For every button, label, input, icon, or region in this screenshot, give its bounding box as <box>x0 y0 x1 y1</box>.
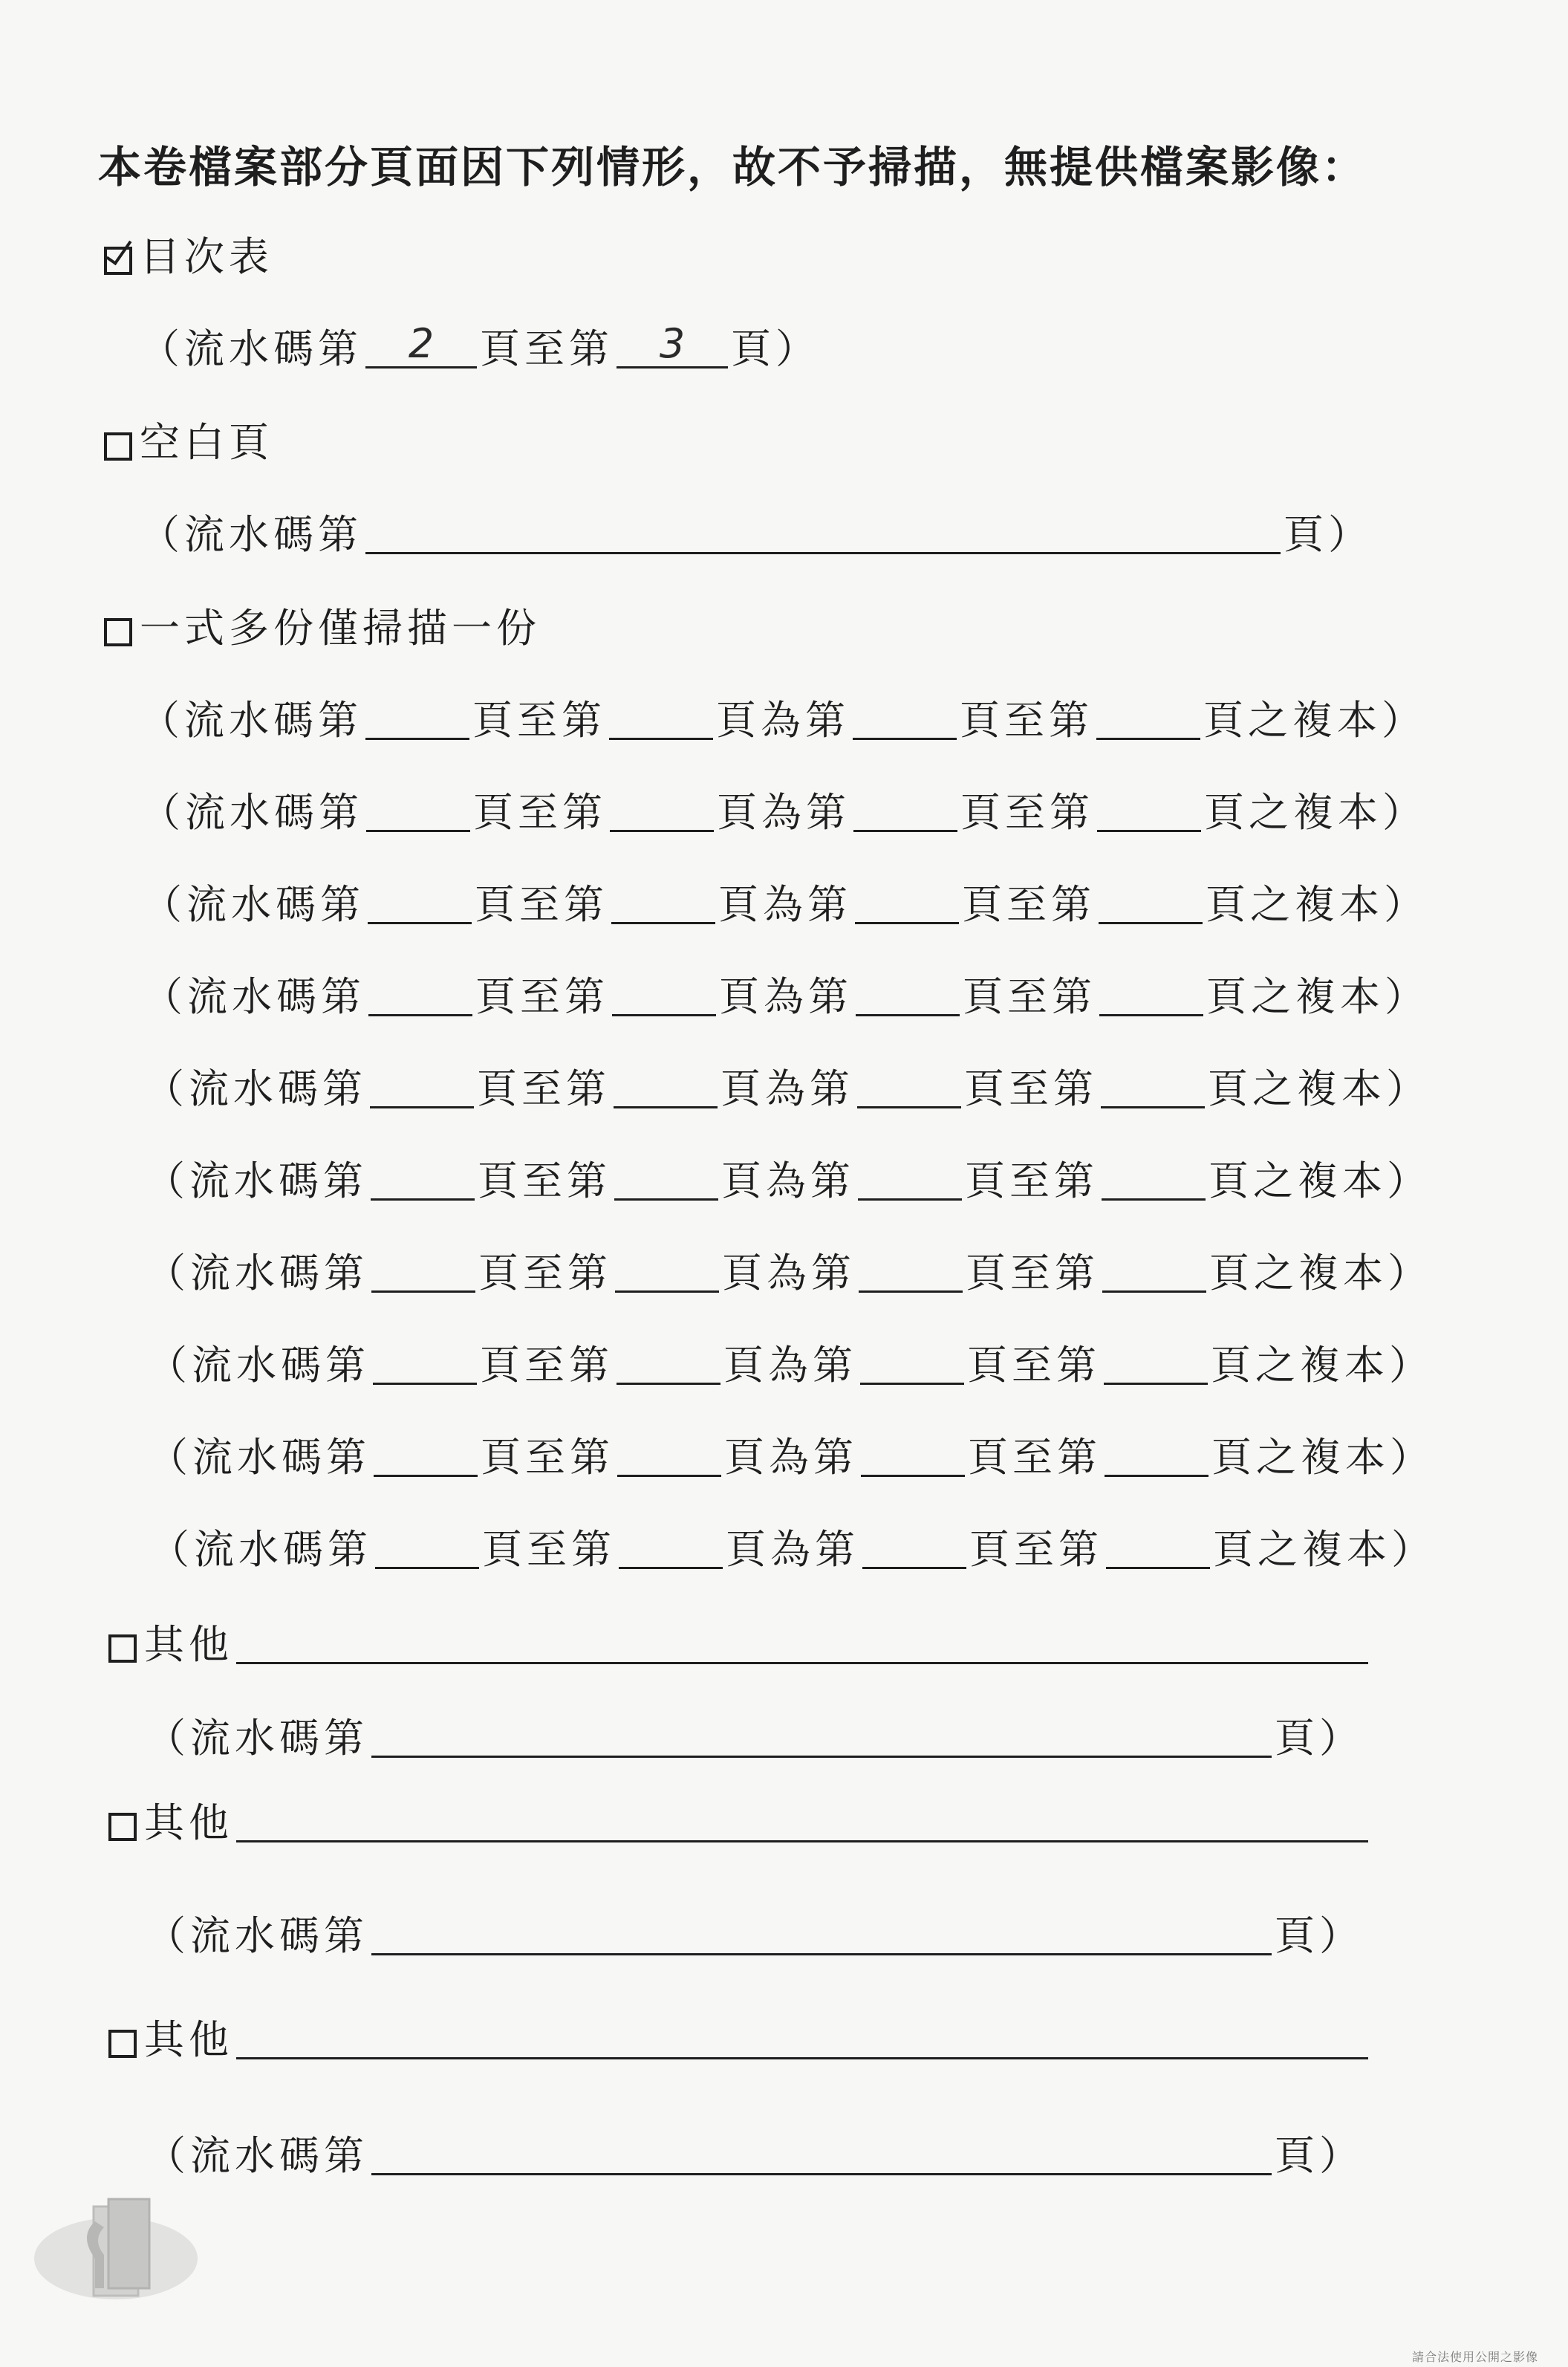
other-page-field-3[interactable] <box>371 2129 1272 2175</box>
other-page-field-1[interactable] <box>371 1711 1272 1758</box>
copy-row-label: 頁至第 <box>478 1250 612 1296</box>
copy-row-label: 頁至第 <box>963 973 1096 1020</box>
other-description-field-3[interactable] <box>236 2013 1368 2059</box>
other-option-1[interactable] <box>108 1611 1371 1670</box>
copy-from-field[interactable] <box>371 1154 475 1201</box>
copy-row-label: 頁之複本） <box>1213 1526 1436 1573</box>
original-to-field[interactable] <box>1105 1430 1208 1477</box>
copy-row <box>146 1239 1432 1299</box>
other-option-2[interactable] <box>108 1789 1371 1848</box>
copy-row-label: 頁為第 <box>719 973 853 1020</box>
copy-row-label: 頁之複本） <box>1211 1342 1434 1389</box>
other-range-3: （流水碼第 頁） <box>146 2122 1364 2181</box>
copy-to-field[interactable] <box>614 1062 718 1108</box>
copy-from-field[interactable] <box>370 1062 474 1108</box>
blank-page-checkbox[interactable] <box>104 432 132 461</box>
blank-page-range: （流水碼第 頁） <box>140 501 1373 560</box>
copy-row-label: 頁之複本） <box>1208 1065 1431 1112</box>
original-from-field[interactable] <box>858 1154 962 1201</box>
copy-row-label: 頁至第 <box>480 1342 614 1389</box>
other-label-3: 其他 <box>144 2016 233 2063</box>
copy-row-label: 頁至第 <box>969 1526 1103 1573</box>
copy-row-label: （流水碼第 <box>140 697 362 744</box>
copy-from-field[interactable] <box>365 693 469 740</box>
copy-row <box>140 779 1427 838</box>
copy-from-field[interactable] <box>371 1246 475 1293</box>
copy-from-field[interactable] <box>375 1522 479 1569</box>
original-from-field[interactable] <box>859 1246 963 1293</box>
copy-to-field[interactable] <box>611 877 715 924</box>
copy-row-label: 頁之複本） <box>1211 1434 1434 1481</box>
copy-row-label: 頁至第 <box>968 1434 1102 1481</box>
copy-row <box>140 686 1426 746</box>
copy-row-label: 頁至第 <box>965 1157 1099 1204</box>
other-range-1: （流水碼第 頁） <box>146 1704 1364 1764</box>
copy-row-label: 頁之複本） <box>1204 789 1427 836</box>
original-to-field[interactable] <box>1106 1522 1210 1569</box>
original-to-field[interactable] <box>1097 785 1201 832</box>
copy-to-field[interactable] <box>612 970 716 1016</box>
original-from-field[interactable] <box>861 1430 965 1477</box>
toc-to-field[interactable]: 3 <box>617 322 728 368</box>
copy-row-label: 頁至第 <box>475 881 608 928</box>
copy-row-label: 頁為第 <box>723 1342 857 1389</box>
blank-page-label: 空白頁 <box>140 419 273 466</box>
copy-row-label: 頁至第 <box>475 973 609 1020</box>
copy-row-label: 頁之複本） <box>1206 973 1429 1020</box>
original-to-field[interactable] <box>1099 970 1203 1016</box>
toc-label: 目次表 <box>140 233 273 280</box>
blank-page-option[interactable] <box>104 409 273 468</box>
form-title: 本卷檔案部分頁面因下列情形，故不予掃描，無提供檔案影像： <box>98 142 1367 192</box>
copy-row-label: 頁為第 <box>726 1526 859 1573</box>
copy-row-label: （流水碼第 <box>149 1526 372 1573</box>
original-from-field[interactable] <box>860 1338 964 1385</box>
toc-checkbox[interactable] <box>104 247 132 275</box>
copy-row-label: 頁為第 <box>718 881 852 928</box>
copy-from-field[interactable] <box>368 970 472 1016</box>
copy-row <box>143 963 1429 1022</box>
other-checkbox-2[interactable] <box>108 1813 137 1841</box>
copy-from-field[interactable] <box>373 1338 477 1385</box>
copy-row-label: （流水碼第 <box>142 881 365 928</box>
copy-row-label: 頁之複本） <box>1209 1250 1432 1296</box>
copy-row-label: 頁至第 <box>481 1434 614 1481</box>
toc-from-field[interactable]: 2 <box>365 322 477 368</box>
copy-to-field[interactable] <box>610 785 714 832</box>
copy-row-label: （流水碼第 <box>143 973 365 1020</box>
other-description-field-2[interactable] <box>236 1796 1368 1842</box>
copy-from-field[interactable] <box>368 877 472 924</box>
copy-row-label: 頁至第 <box>967 1342 1101 1389</box>
copy-from-field[interactable] <box>366 785 470 832</box>
original-from-field[interactable] <box>862 1522 966 1569</box>
multi-copy-checkbox[interactable] <box>104 618 132 646</box>
copy-row-label: 頁至第 <box>962 881 1096 928</box>
copy-row-label: （流水碼第 <box>146 1250 368 1296</box>
other-option-3[interactable] <box>108 2006 1371 2065</box>
other-description-field-1[interactable] <box>236 1617 1368 1664</box>
original-to-field[interactable] <box>1104 1338 1208 1385</box>
toc-range: （流水碼第 2 頁至第 3 頁） <box>140 320 820 372</box>
footer-note: 請合法使用公開之影像 <box>1411 2350 1538 2364</box>
copy-row-label: 頁至第 <box>964 1065 1098 1112</box>
copy-row-label: 頁為第 <box>716 697 850 744</box>
other-checkbox-1[interactable] <box>108 1634 137 1663</box>
copy-to-field[interactable] <box>614 1154 718 1201</box>
other-range-2: （流水碼第 頁） <box>146 1902 1364 1961</box>
copy-row-label: 頁為第 <box>722 1250 856 1296</box>
multi-copy-option[interactable] <box>104 594 541 654</box>
copy-row-label: （流水碼第 <box>148 1434 371 1481</box>
copy-row <box>145 1147 1431 1207</box>
copy-row-label: 頁為第 <box>717 789 850 836</box>
copy-to-field[interactable] <box>609 693 713 740</box>
copy-row-label: （流水碼第 <box>145 1157 368 1204</box>
copy-row <box>142 871 1428 930</box>
copy-row-label: 頁之複本） <box>1208 1157 1431 1204</box>
copy-row-label: 頁為第 <box>724 1434 858 1481</box>
copy-to-field[interactable] <box>615 1246 719 1293</box>
other-label-1: 其他 <box>144 1621 233 1668</box>
original-from-field[interactable] <box>855 877 959 924</box>
copy-row-label: 頁至第 <box>966 1250 1099 1296</box>
toc-option[interactable] <box>104 223 273 282</box>
multi-copy-label: 一式多份僅掃描一份 <box>140 605 541 652</box>
copy-row <box>144 1055 1431 1114</box>
other-page-field-2[interactable] <box>371 1909 1272 1955</box>
original-to-field[interactable] <box>1102 1154 1206 1201</box>
copy-to-field[interactable] <box>619 1522 723 1569</box>
copy-from-field[interactable] <box>374 1430 478 1477</box>
copy-row-label: 頁之複本） <box>1203 697 1426 744</box>
copy-row-label: 頁為第 <box>720 1065 854 1112</box>
original-from-field[interactable] <box>853 785 957 832</box>
copy-row-label: 頁為第 <box>721 1157 855 1204</box>
copy-row <box>147 1331 1434 1391</box>
other-checkbox-3[interactable] <box>108 2030 137 2058</box>
archive-logo-icon <box>27 2177 198 2311</box>
copy-row-label: 頁至第 <box>960 789 1094 836</box>
copy-row-label: 頁至第 <box>472 697 606 744</box>
copy-row-label: 頁至第 <box>478 1157 611 1204</box>
copy-row-label: （流水碼第 <box>140 789 363 836</box>
copy-to-field[interactable] <box>617 1430 721 1477</box>
copy-row-label: （流水碼第 <box>144 1065 367 1112</box>
copy-row-label: 頁至第 <box>960 697 1093 744</box>
copy-row <box>149 1516 1436 1575</box>
other-label-2: 其他 <box>144 1799 233 1846</box>
original-to-field[interactable] <box>1102 1246 1206 1293</box>
original-from-field[interactable] <box>856 970 960 1016</box>
copy-row-label: （流水碼第 <box>147 1342 370 1389</box>
copy-row-label: 頁至第 <box>477 1065 611 1112</box>
copy-row <box>148 1423 1434 1483</box>
original-from-field[interactable] <box>853 693 957 740</box>
copy-row-label: 頁之複本） <box>1206 881 1428 928</box>
original-to-field[interactable] <box>1101 1062 1205 1108</box>
copy-row-label: 頁至第 <box>482 1526 616 1573</box>
original-to-field[interactable] <box>1096 693 1200 740</box>
copy-to-field[interactable] <box>617 1338 720 1385</box>
copy-row-label: 頁至第 <box>473 789 607 836</box>
blank-page-field[interactable] <box>365 507 1281 554</box>
original-from-field[interactable] <box>857 1062 961 1108</box>
original-to-field[interactable] <box>1099 877 1203 924</box>
